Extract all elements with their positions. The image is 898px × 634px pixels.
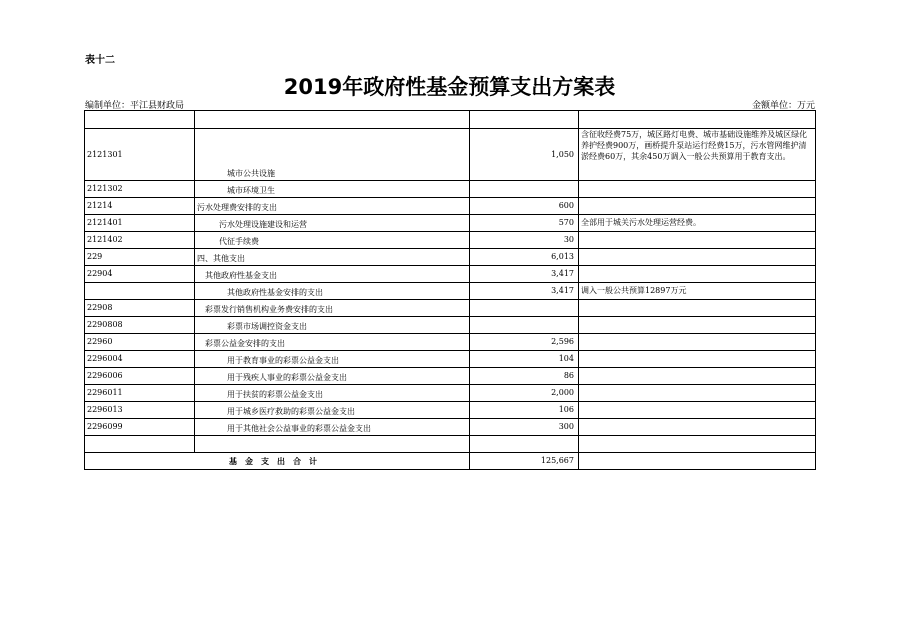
code-cell: 2296004	[85, 351, 195, 368]
amount-cell: 6,013	[470, 249, 579, 266]
name-cell: 彩票发行销售机构业务费安排的支出	[195, 300, 470, 317]
amount-cell: 600	[470, 198, 579, 215]
amount-cell: 30	[470, 232, 579, 249]
name-cell: 用于其他社会公益事业的彩票公益金支出	[195, 419, 470, 436]
name-cell: 用于教育事业的彩票公益金支出	[195, 351, 470, 368]
amount-unit: 金额单位：万元	[751, 101, 815, 111]
note-cell	[579, 249, 816, 266]
amount-cell	[470, 181, 579, 198]
table-row	[85, 181, 816, 198]
note-cell	[579, 334, 816, 351]
table-row	[85, 111, 816, 129]
table-row	[85, 419, 816, 436]
total-row	[85, 453, 816, 470]
table-row	[85, 436, 816, 453]
amount-cell: 86	[470, 368, 579, 385]
table-row	[85, 198, 816, 215]
table-row	[85, 283, 816, 300]
table-row	[85, 129, 816, 181]
code-cell: 229	[85, 249, 195, 266]
amount-cell	[470, 317, 579, 334]
name-cell: 用于残疾人事业的彩票公益金支出	[195, 368, 470, 385]
compiling-unit: 编制单位：平江县财政局	[85, 101, 185, 111]
amount-cell	[470, 300, 579, 317]
table-row	[85, 300, 816, 317]
note-cell	[579, 402, 816, 419]
name-cell: 用于城乡医疗救助的彩票公益金支出	[195, 402, 470, 419]
budget-table	[84, 110, 816, 470]
note-cell	[579, 232, 816, 249]
table-row	[85, 334, 816, 351]
table-row	[85, 249, 816, 266]
code-cell: 22908	[85, 300, 195, 317]
note-cell	[579, 453, 816, 470]
table-row	[85, 385, 816, 402]
name-cell: 彩票市场调控资金支出	[195, 317, 470, 334]
name-cell	[195, 436, 470, 453]
note-cell	[579, 419, 816, 436]
amount-cell: 3,417	[470, 283, 579, 300]
name-cell: 城市环境卫生	[195, 181, 470, 198]
amount-cell	[470, 111, 579, 129]
code-cell: 2121301	[85, 129, 195, 181]
note-cell: 含征收经费75万，城区路灯电费、城市基础设施维养及城区绿化养护经费900万，画桥提升泵站运行经费15万，污水管网维护清淤经费60万，其余450万调入一般公共预算用于教育支出。	[579, 129, 816, 181]
code-cell: 21214	[85, 198, 195, 215]
note-cell	[579, 181, 816, 198]
amount-cell: 106	[470, 402, 579, 419]
table-row	[85, 402, 816, 419]
code-cell: 2121401	[85, 215, 195, 232]
amount-cell	[470, 436, 579, 453]
code-cell: 2296006	[85, 368, 195, 385]
table-row	[85, 351, 816, 368]
note-cell	[579, 198, 816, 215]
name-cell: 彩票公益金安排的支出	[195, 334, 470, 351]
table-row	[85, 232, 816, 249]
total-label: 基金支出合计	[85, 453, 470, 470]
name-cell: 四、其他支出	[195, 249, 470, 266]
name-cell: 污水处理费安排的支出	[195, 198, 470, 215]
code-cell: 2290808	[85, 317, 195, 334]
note-cell	[579, 351, 816, 368]
amount-cell: 300	[470, 419, 579, 436]
amount-cell: 1,050	[470, 129, 579, 181]
table-row	[85, 317, 816, 334]
code-cell: 22904	[85, 266, 195, 283]
note-cell	[579, 111, 816, 129]
note-cell	[579, 385, 816, 402]
name-cell: 其他政府性基金支出	[195, 266, 470, 283]
code-cell: 2296011	[85, 385, 195, 402]
name-cell: 其他政府性基金安排的支出	[195, 283, 470, 300]
note-cell	[579, 368, 816, 385]
amount-cell: 2,596	[470, 334, 579, 351]
note-cell	[579, 300, 816, 317]
name-cell	[195, 111, 470, 129]
name-cell: 用于扶贫的彩票公益金支出	[195, 385, 470, 402]
code-cell	[85, 111, 195, 129]
code-cell	[85, 283, 195, 300]
note-cell: 调入一般公共预算12897万元	[579, 283, 816, 300]
amount-cell: 2,000	[470, 385, 579, 402]
code-cell: 2296099	[85, 419, 195, 436]
code-cell	[85, 436, 195, 453]
note-cell	[579, 317, 816, 334]
table-row	[85, 215, 816, 232]
table-row	[85, 266, 816, 283]
code-cell: 2121302	[85, 181, 195, 198]
table-number-label: 表十二	[85, 55, 115, 66]
page-title: 2019年政府性基金预算支出方案表	[283, 75, 616, 99]
table-row	[85, 368, 816, 385]
code-cell: 2296013	[85, 402, 195, 419]
code-cell: 2121402	[85, 232, 195, 249]
amount-cell: 3,417	[470, 266, 579, 283]
amount-cell: 570	[470, 215, 579, 232]
name-cell: 污水处理设施建设和运营	[195, 215, 470, 232]
note-cell	[579, 266, 816, 283]
name-cell: 代征手续费	[195, 232, 470, 249]
name-cell: 城市公共设施	[195, 129, 470, 181]
code-cell: 22960	[85, 334, 195, 351]
note-cell: 全部用于城关污水处理运营经费。	[579, 215, 816, 232]
total-amount: 125,667	[470, 453, 579, 470]
amount-cell: 104	[470, 351, 579, 368]
note-cell	[579, 436, 816, 453]
